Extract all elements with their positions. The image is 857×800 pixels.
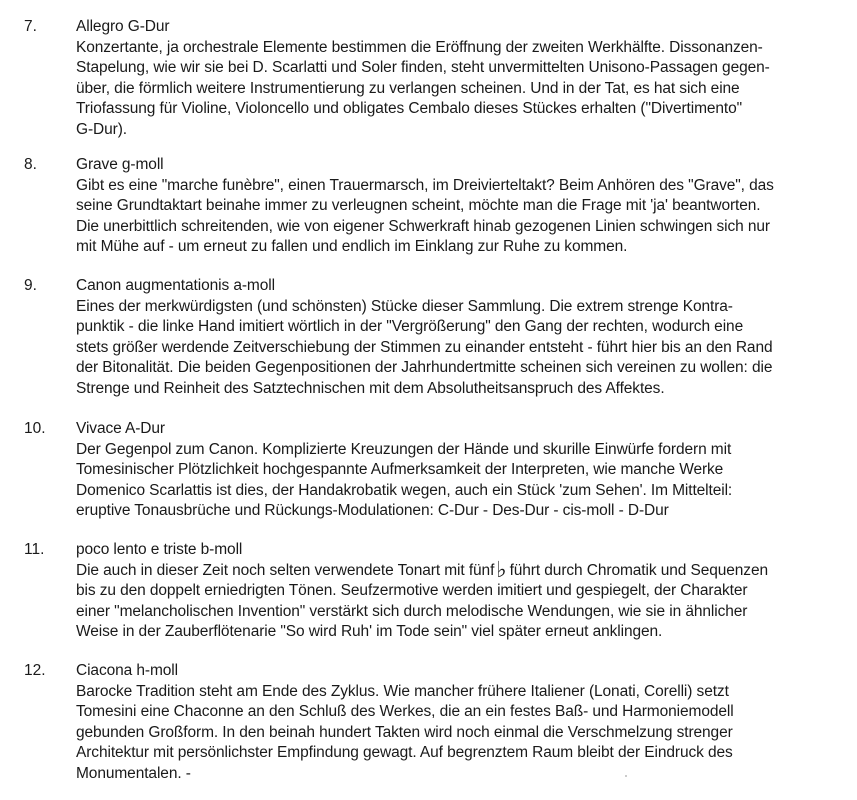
entry-body (76, 419, 846, 522)
entry-body (76, 540, 846, 643)
entry-body (76, 276, 846, 399)
entry-title: Allegro G-Dur (76, 18, 170, 35)
entry-number: 11. (24, 541, 45, 558)
entry-line: Architektur mit persönlichster Empfindung gewagt. Auf begrenztem Raum bleibt der Eindruck des (76, 744, 733, 761)
entry-line: Die unerbittlich schreitenden, wie von eigener Schwerkraft hinab gezogenen Linien schwingen sich nur (76, 217, 770, 235)
entry-number: 9. (24, 277, 37, 294)
entry-line: gebunden Großform. In den beinah hundert Takten wird noch einmal die Verschmelzung strenger (76, 723, 733, 741)
entry-line: der Bitonalität. Die beiden Gegenpositionen der Jahrhundertmitte scheinen sich vereinen zu wollen: die (76, 359, 773, 376)
entry-line: stets größer werdende Zeitverschiebung der Stimmen zu einander entsteht - führt hier bis an den Rand (76, 338, 773, 356)
entry-line: mit Mühe auf - um erneut zu fallen und endlich im Einklang zur Ruhe zu kommen. (76, 238, 628, 255)
entry-body (76, 17, 846, 140)
entry-title: Vivace A-Dur (76, 420, 165, 437)
entry-line (76, 556, 846, 583)
entry-line: bis zu den doppelt erniedrigten Tönen. Seufzermotive werden imitiert und gespiegelt, der Charakter (76, 582, 748, 599)
entry-line-part: Die auch in dieser Zeit noch selten verwendete Tonart mit fünf (76, 561, 495, 579)
entry-body (76, 155, 846, 258)
scan-speck (625, 775, 627, 777)
entry-line: punktik - die linke Hand imitiert wörtlich in der "Vergrößerung" den Gang der rechten, wodurch eine (76, 318, 744, 335)
entry-number: 7. (24, 18, 37, 35)
entry-line: eruptive Tonausbrüche und Rückungs-Modulationen: C-Dur - Des-Dur - cis-moll - D-Dur (76, 502, 669, 519)
flat-sign-icon: ♭ (496, 556, 507, 583)
entry-line: einer "melancholischen Invention" verstärkt sich durch melodische Wendungen, wie sie in ähnlicher (76, 602, 748, 620)
entry-line: Der Gegenpol zum Canon. Komplizierte Kreuzungen der Hände und skurille Einwürfe fordern mit (76, 440, 732, 458)
entry-title: poco lento e triste b-moll (76, 541, 243, 558)
entry-number: 8. (24, 156, 37, 173)
entry-line: Monumentalen. - (76, 764, 191, 782)
entry-line: Eines der merkwürdigsten (und schönsten) Stücke dieser Sammlung. Die extrem strenge Kontra- (76, 297, 733, 315)
entry-number: 10. (24, 420, 46, 437)
entry-line: Konzertante, ja orchestrale Elemente bestimmen die Eröffnung der zweiten Werkhälfte. Dissonanzen- (76, 38, 763, 56)
entry-line: Barocke Tradition steht am Ende des Zyklus. Wie mancher frühere Italiener (Lonati, Corelli) setzt (76, 682, 729, 700)
entry-number: 12. (24, 662, 46, 679)
entry-line-part: führt durch Chromatik und Sequenzen (509, 561, 768, 579)
entry-line: Weise in der Zauberflötenarie "So wird Ruh' im Tode sein" viel später erneut anklingen. (76, 623, 663, 640)
entry-line: Stapelung, wie wir sie bei D. Scarlatti und Soler finden, steht unvermittelten Unisono-Passagen gegen- (76, 59, 770, 76)
entry-title: Canon augmentationis a-moll (76, 277, 275, 294)
entry-line: Tomesinischer Plötzlichkeit hochgespannte Aufmerksamkeit der Interpreten, wie manche Werke (76, 461, 724, 478)
entry-line: über, die förmlich weitere Instrumentierung zu verlangen scheinen. Und in der Tat, es hat sich eine (76, 79, 740, 97)
entry-title: Ciacona h-moll (76, 662, 178, 679)
entry-line: Triofassung für Violine, Violoncello und obligates Cembalo dieses Stückes erhalten ("Divertimento" (76, 100, 743, 117)
entry-body (76, 661, 846, 784)
entry-line: Strenge und Reinheit des Satztechnischen mit dem Absolutheitsanspruch des Affektes. (76, 379, 665, 397)
entry-title: Grave g-moll (76, 156, 164, 173)
entry-line: Domenico Scarlattis ist dies, der Handakrobatik wegen, auch ein Stück 'zum Sehen'. Im Mittelteil: (76, 481, 733, 499)
entry-line: Gibt es eine "marche funèbre", einen Trauermarsch, im Dreivierteltakt? Beim Anhören des "Grave", das (76, 176, 774, 194)
entry-line: Tomesini eine Chaconne an den Schluß des Werkes, die an ein festes Baß- und Harmoniemodell (76, 703, 734, 720)
entry-line: seine Grundtaktart beinahe immer zu verleugnen scheint, möchte man die Frage mit 'ja' beantworten. (76, 197, 761, 214)
entry-line: G-Dur). (76, 120, 127, 138)
